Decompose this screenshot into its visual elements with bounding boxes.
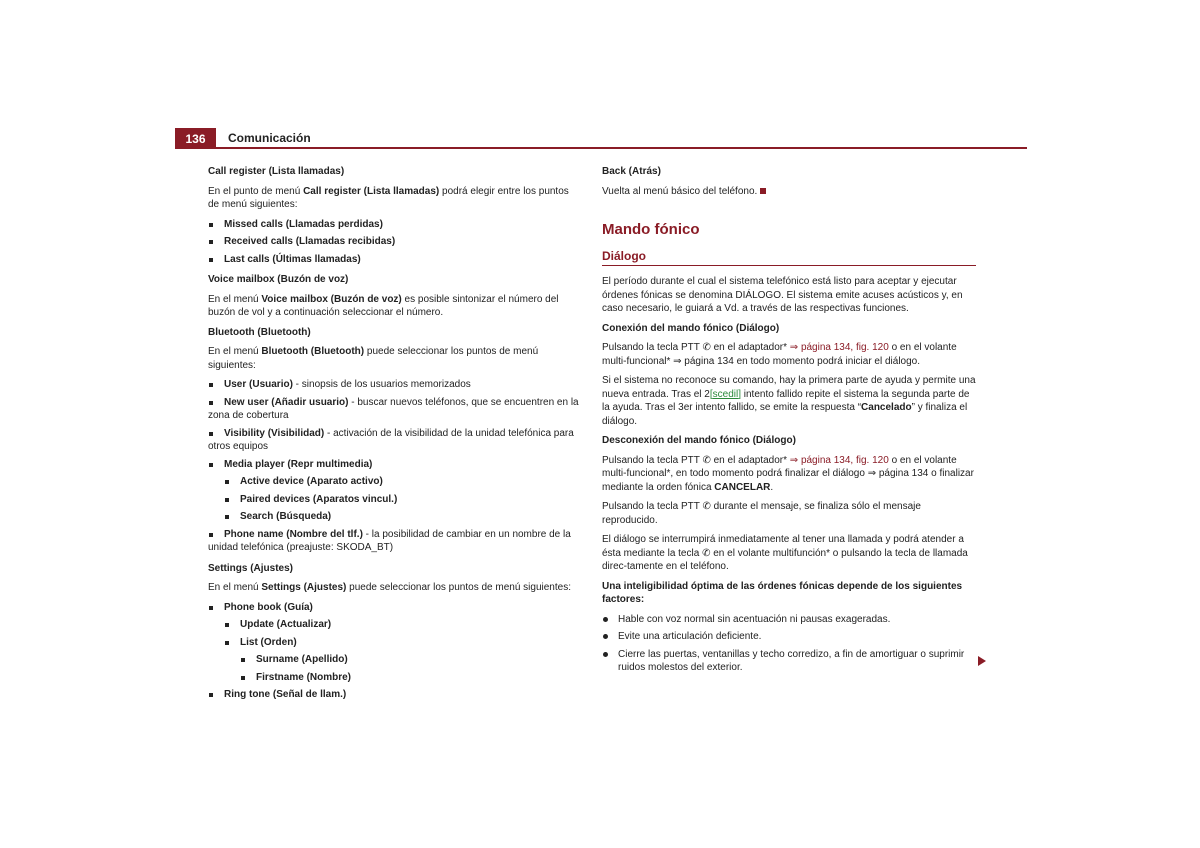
list-item: Visibility (Visibilidad) - activación de la visibilidad de la unidad telefónica para otros equipos [208,427,580,454]
ring-tone-list [208,688,580,702]
list-item: Phone book (Guía) [208,601,580,615]
right-column [602,165,976,681]
connection-help-text: Si el sistema no reconoce su comando, hay la primera parte de ayuda y permite una nueva entrada. Tras el 2[scedil] intento fallido repite el sistema la segunda parte de la ayuda. Tras el 3er intento fallido, se emite la respuesta “Cancelado” y finaliza el diálogo. [602,375,976,427]
scedil-link[interactable]: [scedil] [709,388,741,400]
call-register-heading: Call register (Lista llamadas) [208,166,345,177]
phone-book-sublist [208,618,580,649]
list-item: Cierre las puertas, ventanillas y techo corredizo, a fin de amortiguar o suprimir ruidos molestos del exterior. [602,648,976,675]
list-item: Paired devices (Aparatos vincul.) [208,493,580,507]
back-text: Vuelta al menú básico del teléfono. [602,185,976,199]
intro-paragraph: El período durante el cual el sistema telefónico está listo para aceptar y ejecutar órdenes fónicas se denomina DIÁLOGO. El sistema emite acuses acústicos y, en caso necesario, le guiará a Vd. a través de las respectivas funciones. [602,276,963,314]
disconnection-ptt-text: Pulsando la tecla PTT ✆ durante el mensaje, se finaliza sólo el mensaje reproducido. [602,501,921,526]
end-square-icon [760,188,766,194]
settings-text: En el menú Settings (Ajustes) puede seleccionar los puntos de menú siguientes: [208,582,571,593]
list-item: Received calls (Llamadas recibidas) [208,235,580,249]
connection-heading: Conexión del mando fónico (Diálogo) [602,322,780,334]
list-item: List (Orden) [208,636,580,650]
voice-mailbox-text: En el menú Voice mailbox (Buzón de voz) es posible sintonizar el número del buzón de vol y a continuación seleccionar el número. [208,293,559,318]
back-heading: Back (Atrás) [602,166,661,177]
ptt-icon: ✆ [702,342,711,353]
section-title: Comunicación [228,131,311,145]
settings-heading: Settings (Ajustes) [208,562,294,574]
factors-list [602,613,976,675]
disconnection-text: Pulsando la tecla PTT ✆ en el adaptador* ⇒ página 134, fig. 120 o en el volante multi-funcional*, en todo momento podrá finalizar el diálogo ⇒ página 134 o finalizar mediante la orden fónica CANCELAR. [602,454,974,493]
list-item: Update (Actualizar) [208,618,580,632]
list-item: User (Usuario) - sinopsis de los usuarios memorizados [208,378,580,392]
subsection-heading: Diálogo [602,250,976,267]
factors-heading: Una inteligibilidad óptima de las órdenes fónicas depende de los siguientes factores: [602,580,963,605]
header-rule [175,147,1027,149]
bluetooth-text: En el menú Bluetooth (Bluetooth) puede seleccionar los puntos de menú siguientes: [208,346,539,371]
list-item: Phone name (Nombre del tlf.) - la posibilidad de cambiar en un nombre de la unidad telefónica (preajuste: SKODA_BT) [208,528,580,555]
list-item: Active device (Aparato activo) [208,475,580,489]
call-register-text: En el punto de menú Call register (Lista llamadas) podrá elegir entre los puntos de menú siguientes: [208,185,569,210]
bluetooth-heading: Bluetooth (Bluetooth) [208,326,311,338]
phone-name-list [208,528,580,555]
phone-icon: ✆ [702,547,711,559]
disconnection-call-text: El diálogo se interrumpirá inmediatamente al tener una llamada y podrá atender a ésta mediante la tecla ✆ en el volante multifunción* o pulsando la tecla de llamada direc-tamente en el teléfono. [602,534,968,572]
call-register-list [208,218,580,267]
list-item: New user (Añadir usuario) - buscar nuevos teléfonos, que se encuentren en la zona de cobertura [208,396,579,421]
list-item: Search (Búsqueda) [208,510,580,524]
section-heading: Mando fónico [602,221,700,238]
left-column [208,165,580,709]
continue-arrow-icon [978,656,986,666]
page-reference-link[interactable]: ⇒ página 134, fig. 120 [789,342,889,353]
list-item: Missed calls (Llamadas perdidas) [208,218,580,232]
media-player-sublist [208,475,580,524]
list-item: Firstname (Nombre) [208,671,580,685]
bluetooth-list [208,378,580,471]
list-item: Hable con voz normal sin acentuación ni pausas exageradas. [602,613,976,627]
list-item: Surname (Apellido) [208,653,580,667]
list-item: Ring tone (Señal de llam.) [208,688,580,702]
ptt-icon: ✆ [702,501,711,512]
list-item: Evite una articulación deficiente. [602,630,976,644]
settings-list [208,601,580,615]
voice-mailbox-heading: Voice mailbox (Buzón de voz) [208,274,349,285]
page-reference-link[interactable]: ⇒ página 134, fig. 120 [789,454,889,466]
connection-text: Pulsando la tecla PTT ✆ en el adaptador* ⇒ página 134, fig. 120 o en el volante multi-funcional* ⇒ página 134 en todo momento podrá iniciar el diálogo. [602,342,957,367]
disconnection-heading: Desconexión del mando fónico (Diálogo) [602,435,796,446]
page-number: 136 [175,128,216,148]
list-order-sublist [208,653,580,684]
ptt-icon: ✆ [702,454,711,466]
list-item: Last calls (Últimas llamadas) [208,253,580,267]
list-item: Media player (Repr multimedia) [208,458,580,472]
